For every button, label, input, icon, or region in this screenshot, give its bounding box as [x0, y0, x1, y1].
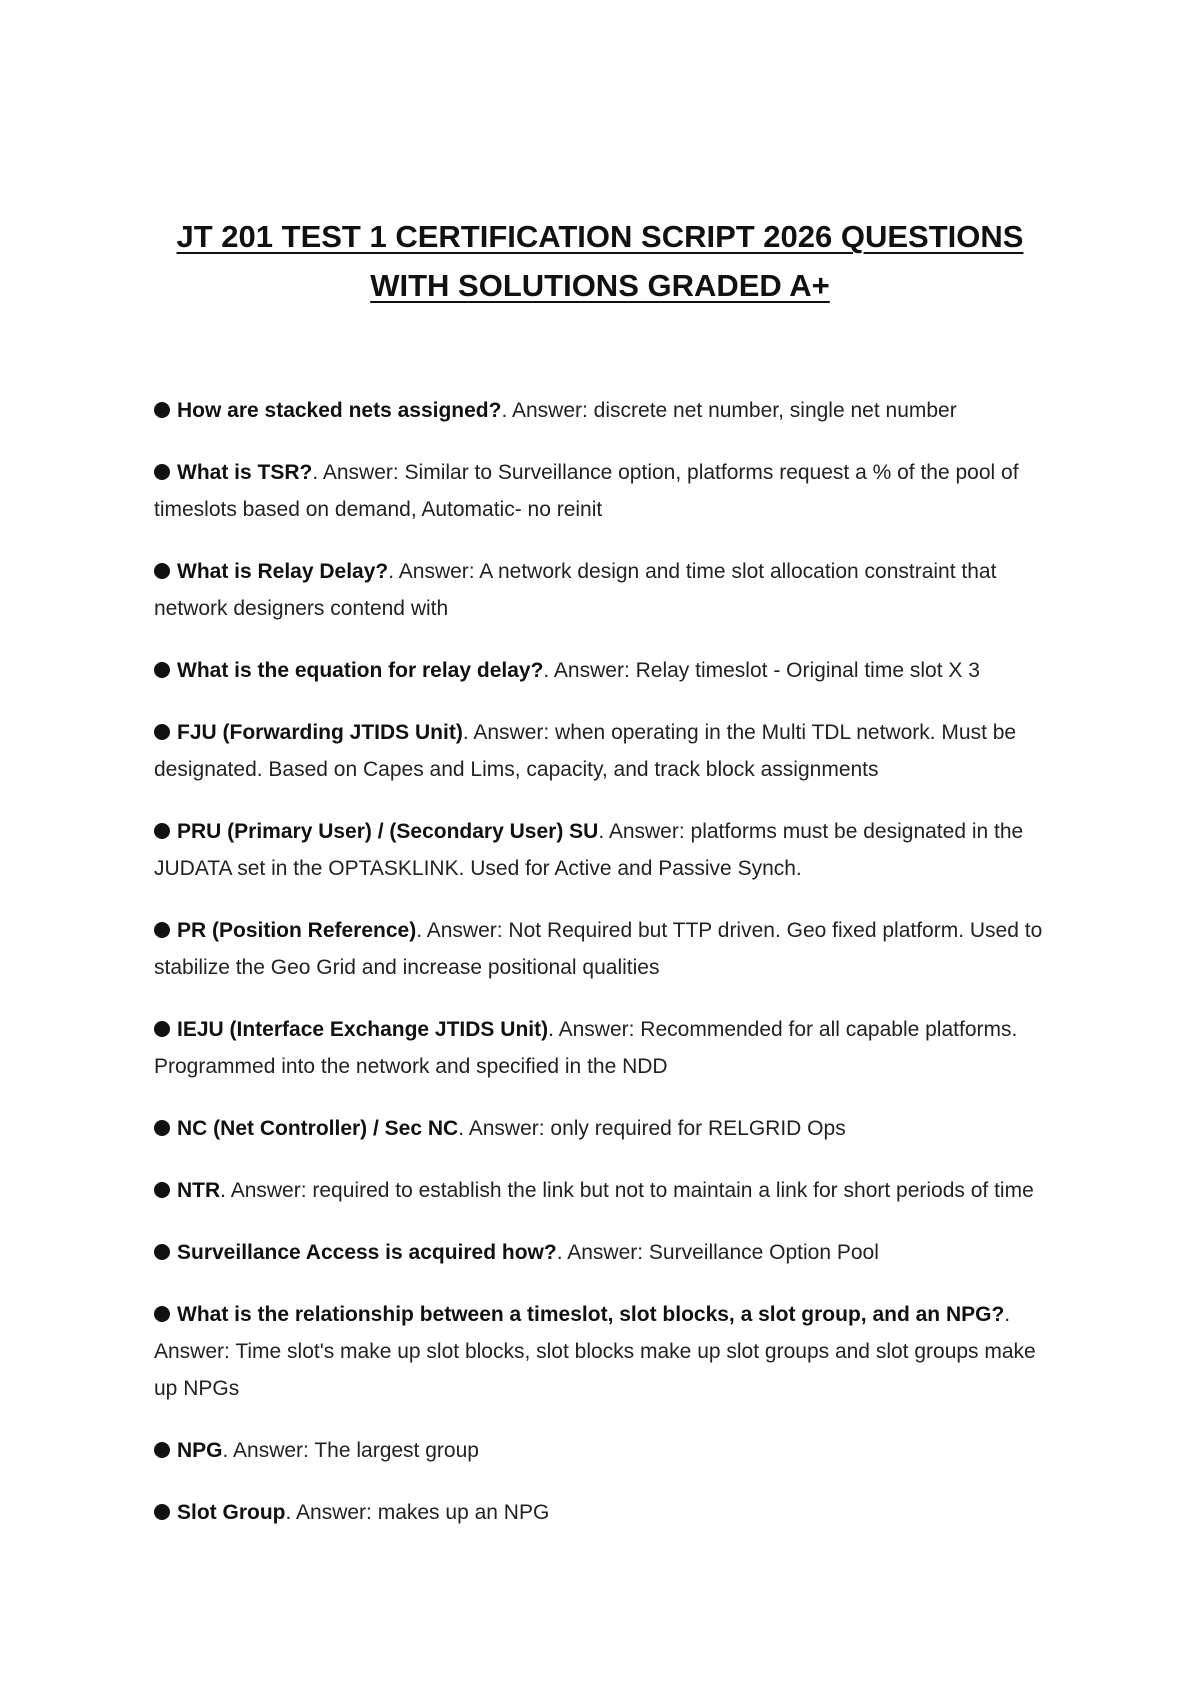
separator: . [222, 1439, 234, 1462]
question-text: PR (Position Reference) [177, 919, 417, 942]
qa-item [154, 714, 1054, 788]
separator: . [220, 1179, 231, 1202]
separator: . [548, 1018, 559, 1041]
bullet-icon [154, 823, 170, 839]
question-text: Surveillance Access is acquired how? [177, 1241, 557, 1264]
qa-item [154, 553, 1054, 627]
qa-item [154, 1296, 1054, 1407]
separator: . [462, 721, 474, 744]
answer-text: Answer: Not Required but TTP driven. Geo fixed platform. Used to stabilize the Geo Grid and increase positional qualities [154, 919, 1043, 979]
qa-list [154, 392, 1054, 1556]
bullet-icon [154, 464, 170, 480]
answer-text: Answer: when operating in the Multi TDL network. Must be designated. Based on Capes and Lims, capacity, and track block assignments [154, 721, 1017, 781]
separator: . [285, 1501, 297, 1524]
qa-item [154, 1234, 1054, 1271]
bullet-icon [154, 662, 170, 678]
separator: . [416, 919, 427, 942]
title-line-1: JT 201 TEST 1 CERTIFICATION SCRIPT 2026 QUESTIONS [176, 219, 1024, 254]
qa-item [154, 1011, 1054, 1085]
title-line-2: WITH SOLUTIONS GRADED A+ [370, 268, 830, 303]
answer-text: Answer: discrete net number, single net number [511, 399, 957, 422]
answer-text: Answer: Recommended for all capable platforms. Programmed into the network and specified in the NDD [154, 1018, 1018, 1078]
qa-item [154, 1110, 1054, 1147]
separator: . [556, 1241, 568, 1264]
question-text: IEJU (Interface Exchange JTIDS Unit) [177, 1018, 549, 1041]
question-text: NPG [177, 1439, 223, 1462]
question-text: Slot Group [177, 1501, 286, 1524]
answer-text: Answer: platforms must be designated in the JUDATA set in the OPTASKLINK. Used for Active and Passive Synch. [154, 820, 1024, 880]
bullet-icon [154, 724, 170, 740]
separator: . [458, 1117, 469, 1140]
separator: . [388, 560, 399, 583]
bullet-icon [154, 1120, 170, 1136]
answer-text: Answer: Time slot's make up slot blocks, slot blocks make up slot groups and slot groups make up NPGs [154, 1340, 1036, 1400]
qa-item [154, 1172, 1054, 1209]
qa-item [154, 1494, 1054, 1531]
bullet-icon [154, 922, 170, 938]
question-text: FJU (Forwarding JTIDS Unit) [177, 721, 463, 744]
bullet-icon [154, 1306, 170, 1322]
answer-text: Answer: Surveillance Option Pool [567, 1241, 879, 1264]
answer-text: Answer: Similar to Surveillance option, platforms request a % of the pool of timeslots based on demand, Automatic- no reinit [154, 461, 1019, 521]
bullet-icon [154, 1504, 170, 1520]
bullet-icon [154, 1021, 170, 1037]
answer-text: Answer: The largest group [233, 1439, 479, 1462]
answer-text: Answer: Relay timeslot - Original time slot X 3 [553, 659, 980, 682]
question-text: What is TSR? [177, 461, 313, 484]
bullet-icon [154, 1244, 170, 1260]
question-text: What is the equation for relay delay? [177, 659, 544, 682]
question-text: What is Relay Delay? [177, 560, 389, 583]
separator: . [1004, 1303, 1011, 1326]
separator: . [501, 399, 512, 422]
answer-text: Answer: A network design and time slot allocation constraint that network designers contend with [154, 560, 997, 620]
qa-item [154, 1432, 1054, 1469]
bullet-icon [154, 563, 170, 579]
separator: . [543, 659, 554, 682]
answer-text: Answer: only required for RELGRID Ops [468, 1117, 846, 1140]
bullet-icon [154, 1182, 170, 1198]
question-text: NC (Net Controller) / Sec NC [177, 1117, 459, 1140]
separator: . [598, 820, 609, 843]
qa-item [154, 813, 1054, 887]
qa-item [154, 652, 1054, 689]
qa-item [154, 392, 1054, 429]
qa-item [154, 912, 1054, 986]
qa-item [154, 454, 1054, 528]
separator: . [312, 461, 323, 484]
question-text: How are stacked nets assigned? [177, 399, 502, 422]
document-title [150, 212, 1050, 310]
answer-text: Answer: required to establish the link but not to maintain a link for short periods of time [230, 1179, 1034, 1202]
question-text: What is the relationship between a timeslot, slot blocks, a slot group, and an NPG? [177, 1303, 1005, 1326]
bullet-icon [154, 1442, 170, 1458]
answer-text: Answer: makes up an NPG [296, 1501, 550, 1524]
question-text: PRU (Primary User) / (Secondary User) SU [177, 820, 599, 843]
question-text: NTR [177, 1179, 221, 1202]
bullet-icon [154, 402, 170, 418]
